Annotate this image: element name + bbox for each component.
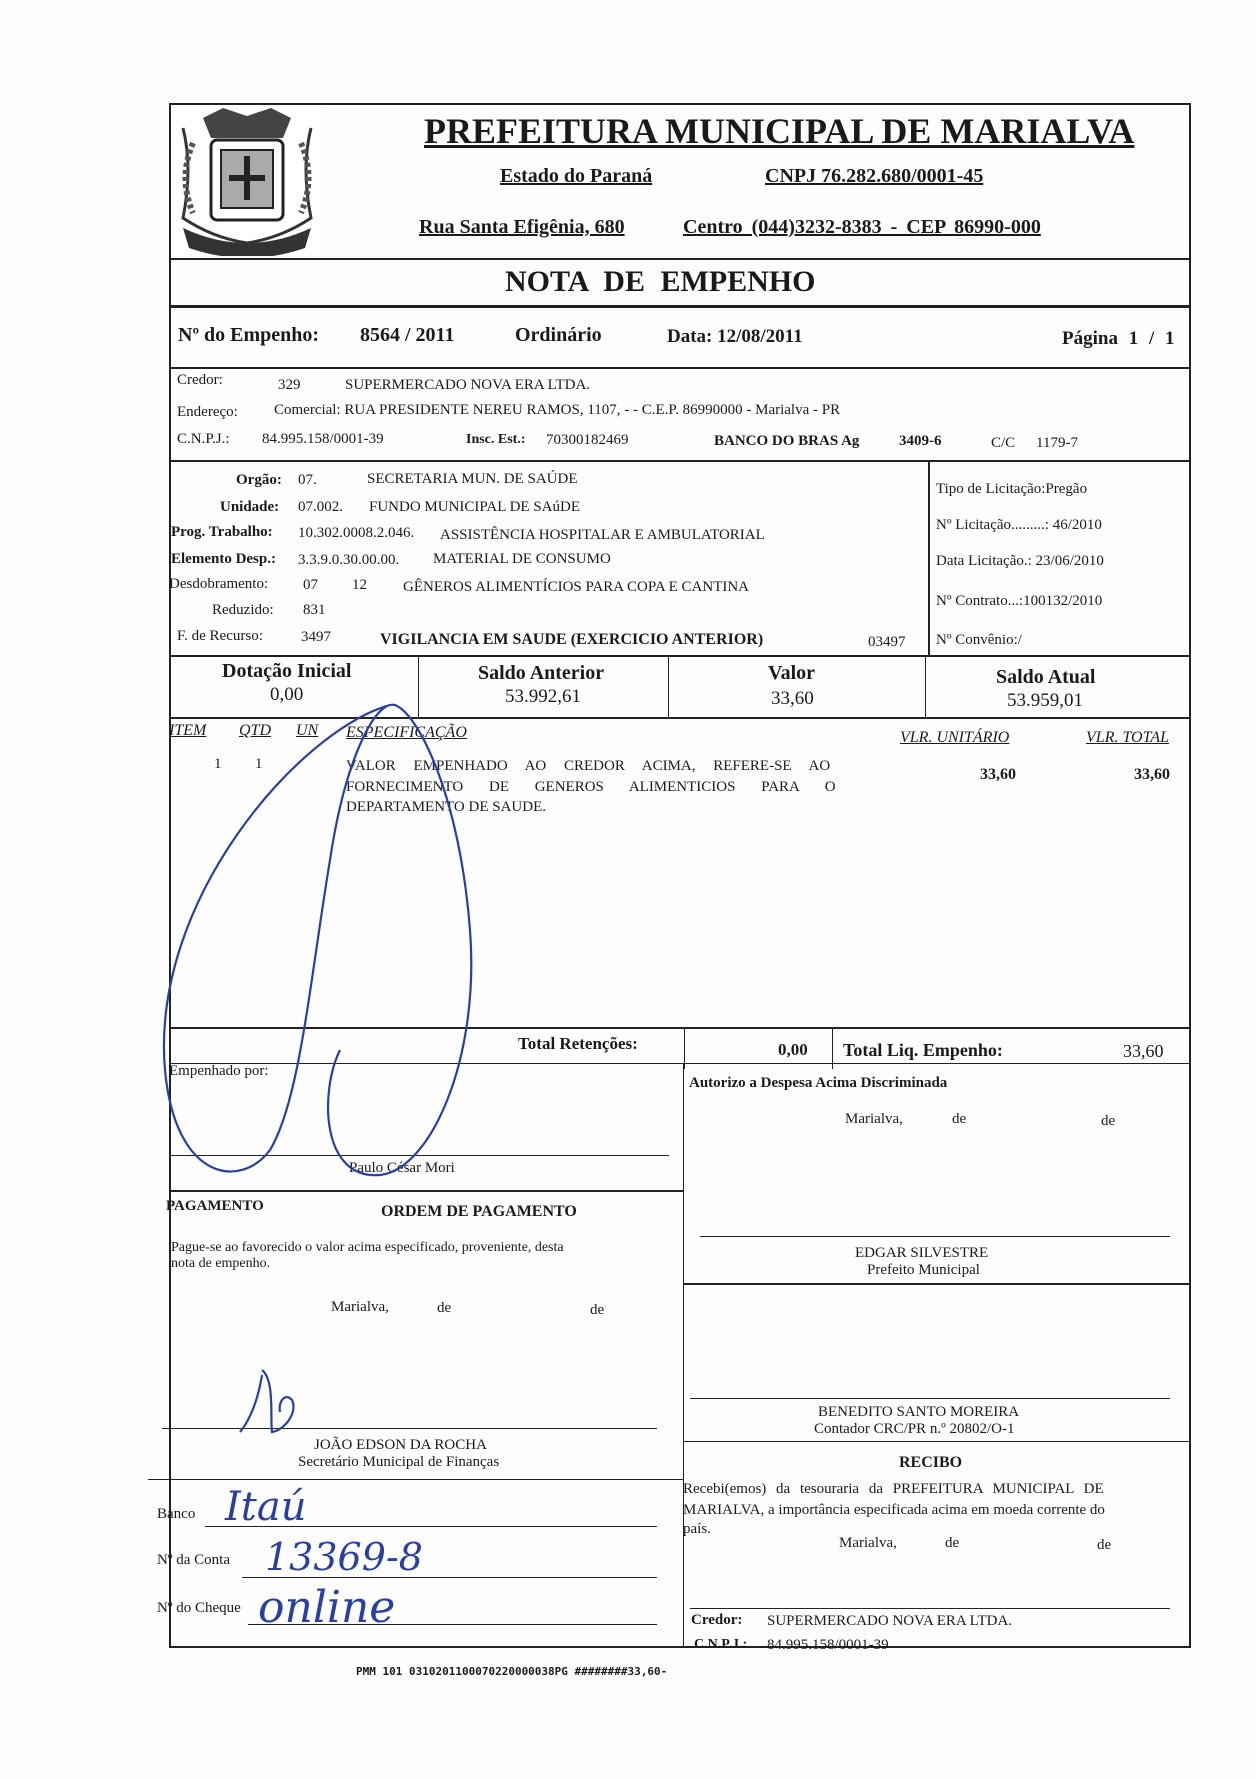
empenhado-label: Empenhado por: — [169, 1063, 269, 1079]
credor-name: SUPERMERCADO NOVA ERA LTDA. — [345, 377, 591, 393]
reduzido-value: 831 — [303, 602, 326, 618]
valor-value: 33,60 — [771, 688, 814, 709]
secretario-name: JOÃO EDSON DA ROCHA — [314, 1437, 487, 1453]
item-spec-line-1: VALOR EMPENHADO AO CREDOR ACIMA, REFERE-SE AO — [346, 758, 831, 774]
autorizo-de-1: de — [952, 1111, 967, 1127]
desdobramento-code-1: 07 — [303, 577, 318, 593]
desdobramento-label: Desdobramento: — [169, 576, 269, 592]
empenho-date: Data: 12/08/2011 — [667, 326, 803, 347]
recurso-code: 3497 — [301, 629, 331, 645]
prefeito-name: EDGAR SILVESTRE — [855, 1245, 989, 1261]
endereco-label: Endereço: — [177, 404, 238, 420]
footer-code: PMM 101 0310201100070220000038PG ########33,60- — [356, 1665, 668, 1678]
autorizo-de-2: de — [1101, 1113, 1116, 1129]
city-street: Rua Santa Efigênia, 680 — [419, 216, 625, 238]
saldo-anterior-value: 53.992,61 — [505, 686, 581, 707]
pagamento-de-2: de — [590, 1302, 605, 1318]
recibo-city: Marialva, — [839, 1535, 897, 1551]
orgao-name: SECRETARIA MUN. DE SAÚDE — [367, 471, 578, 487]
recibo-credor-label: Credor: — [691, 1612, 743, 1628]
item-spec-line-2: FORNECIMENTO DE GENEROS ALIMENTICIOS PARA O — [346, 779, 836, 795]
handwritten-account: 13369-8 — [265, 1535, 423, 1579]
autorizo-label: Autorizo a Despesa Acima Discriminada — [689, 1075, 948, 1091]
data-licitacao: Data Licitação.: 23/06/2010 — [936, 553, 1104, 569]
desdobramento-code-2: 12 — [352, 577, 367, 593]
cc-value: 1179-7 — [1036, 435, 1078, 451]
numero-licitacao: Nº Licitação.........: 46/2010 — [936, 517, 1102, 533]
empenho-number-label: Nº do Empenho: — [178, 324, 320, 346]
recibo-cnpj-value: 84.995.158/0001-39 — [767, 1637, 889, 1653]
secretario-title: Secretário Municipal de Finanças — [298, 1454, 500, 1470]
total-retencoes-label: Total Retenções: — [518, 1034, 638, 1053]
recibo-cnpj-label: C.N.P.J.: — [694, 1637, 748, 1652]
city-cnpj: CNPJ 76.282.680/0001-45 — [765, 165, 984, 187]
cheque-label: Nº do Cheque — [157, 1600, 241, 1616]
page-number: Página 1 / 1 — [1062, 328, 1175, 349]
endereco-value: Comercial: RUA PRESIDENTE NEREU RAMOS, 1107, - - C.E.P. 86990000 - Marialva - PR — [274, 402, 841, 418]
empenhado-name: Paulo César Mori — [349, 1160, 455, 1176]
pagamento-city: Marialva, — [331, 1299, 389, 1315]
empenho-number: 8564 / 2011 — [360, 324, 455, 346]
credor-code: 329 — [278, 377, 301, 393]
saldo-atual-value: 53.959,01 — [1007, 690, 1083, 711]
col-vlr-unitario: VLR. UNITÁRIO — [900, 729, 1010, 746]
document-title: NOTA DE EMPENHO — [505, 265, 816, 298]
recurso-name: VIGILANCIA EM SAUDE (EXERCICIO ANTERIOR) — [380, 631, 764, 648]
item-unit-value: 33,60 — [980, 766, 1016, 783]
col-qtd: QTD — [239, 722, 272, 739]
credor-label: Credor: — [177, 372, 223, 388]
cnpj-label: C.N.P.J.: — [177, 431, 230, 447]
prog-code: 10.302.0008.2.046. — [298, 525, 415, 541]
numero-contrato: Nº Contrato...:100132/2010 — [936, 593, 1103, 609]
tipo-licitacao: Tipo de Licitação:Pregão — [936, 481, 1088, 497]
credor-cnpj: 84.995.158/0001-39 — [262, 431, 384, 447]
conta-label: Nº da Conta — [157, 1552, 230, 1568]
col-especificacao: ESPECIFICAÇÃO — [346, 724, 467, 741]
recibo-de-2: de — [1097, 1537, 1112, 1553]
total-liquido-value: 33,60 — [1123, 1041, 1164, 1061]
total-liquido-label: Total Liq. Empenho: — [843, 1040, 1003, 1060]
pagamento-label: PAGAMENTO — [166, 1198, 264, 1214]
recibo-credor-value: SUPERMERCADO NOVA ERA LTDA. — [767, 1613, 1013, 1629]
prog-label: Prog. Trabalho: — [171, 524, 273, 540]
dotacao-value: 0,00 — [270, 684, 304, 705]
recibo-text-1: Recebi(emos) da tesouraria da PREFEITURA MUNICIPAL DE — [683, 1481, 1104, 1497]
municipality-title: PREFEITURA MUNICIPAL DE MARIALVA — [424, 111, 1135, 151]
total-retencoes-value: 0,00 — [778, 1040, 808, 1059]
pagamento-text-2: nota de empenho. — [171, 1256, 271, 1271]
empenho-type: Ordinário — [515, 324, 602, 346]
pagamento-de-1: de — [437, 1300, 452, 1316]
prog-name: ASSISTÊNCIA HOSPITALAR E AMBULATORIAL — [440, 527, 765, 543]
saldo-atual-label: Saldo Atual — [996, 666, 1096, 688]
recibo-text-3: país. — [683, 1521, 711, 1537]
orgao-code: 07. — [298, 472, 317, 488]
banco-label: Banco — [157, 1506, 196, 1522]
col-un: UN — [296, 722, 319, 739]
bank-agency: 3409-6 — [899, 433, 942, 449]
state-name: Estado do Paraná — [500, 165, 653, 187]
insc-label: Insc. Est.: — [466, 432, 526, 447]
autorizo-city: Marialva, — [845, 1111, 903, 1127]
unidade-name: FUNDO MUNICIPAL DE SAúDE — [369, 499, 580, 515]
elemento-code: 3.3.9.0.30.00.00. — [298, 552, 400, 568]
recibo-text-2: MARIALVA, a importância especificada acima em moeda corrente do — [683, 1502, 1105, 1518]
unidade-label: Unidade: — [220, 499, 280, 515]
recurso-label: F. de Recurso: — [177, 628, 263, 644]
item-spec-line-3: DEPARTAMENTO DE SAUDE. — [346, 799, 546, 815]
saldo-anterior-label: Saldo Anterior — [478, 662, 605, 684]
handwritten-cheque: online — [258, 1582, 396, 1633]
recurso-code-2: 03497 — [868, 634, 906, 650]
item-qtd: 1 — [255, 756, 263, 772]
elemento-name: MATERIAL DE CONSUMO — [433, 551, 611, 567]
item-total-value: 33,60 — [1134, 766, 1170, 783]
handwritten-bank: Itaú — [225, 1484, 307, 1530]
insc-value: 70300182469 — [546, 432, 629, 448]
col-vlr-total: VLR. TOTAL — [1086, 729, 1169, 746]
item-number: 1 — [214, 756, 222, 772]
elemento-label: Elemento Desp.: — [171, 551, 276, 567]
contador-name: BENEDITO SANTO MOREIRA — [818, 1404, 1020, 1420]
handwritten-initial-signature — [164, 705, 471, 1175]
contador-title: Contador CRC/PR n.º 20802/O-1 — [814, 1421, 1015, 1437]
orgao-label: Orgão: — [236, 472, 282, 488]
cc-label: C/C — [991, 435, 1016, 451]
secretary-signature — [240, 1370, 294, 1432]
col-item: ITEM — [169, 722, 207, 739]
prefeito-title: Prefeito Municipal — [867, 1262, 980, 1278]
city-contact: Centro (044)3232-8383 - CEP 86990-000 — [683, 216, 1041, 238]
dotacao-label: Dotação Inicial — [222, 660, 352, 682]
valor-label: Valor — [768, 662, 816, 684]
pagamento-text-1: Pague-se ao favorecido o valor acima especificado, proveniente, desta — [171, 1240, 564, 1255]
ordem-pagamento: ORDEM DE PAGAMENTO — [381, 1203, 577, 1220]
reduzido-label: Reduzido: — [212, 602, 274, 618]
recibo-de-1: de — [945, 1535, 960, 1551]
numero-convenio: Nº Convênio:/ — [936, 632, 1022, 648]
bank-label: BANCO DO BRAS Ag — [714, 433, 860, 449]
unidade-code: 07.002. — [298, 499, 343, 515]
desdobramento-name: GÊNEROS ALIMENTÍCIOS PARA COPA E CANTINA — [403, 579, 750, 595]
recibo-label: RECIBO — [899, 1454, 963, 1471]
